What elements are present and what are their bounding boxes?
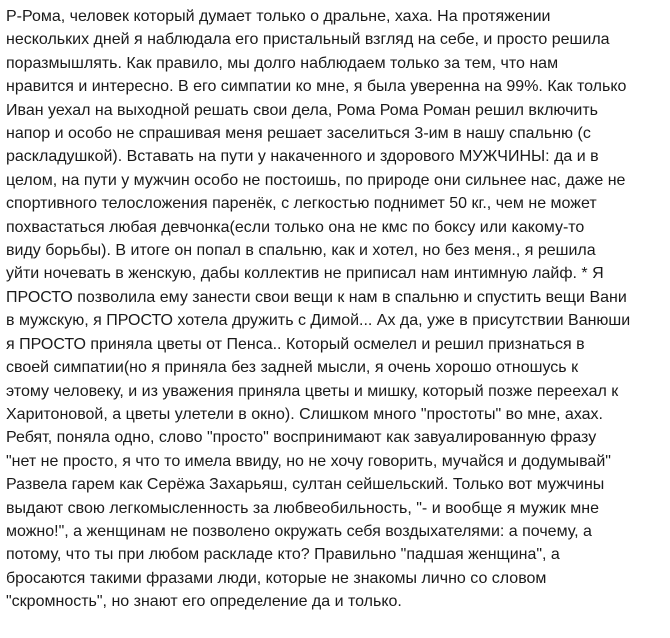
article-line: похвастаться любая девчонка(если только она не кмс по боксу или какому-то [6,218,585,236]
article-line: напор и особо не спрашивая меня решает заселиться 3-им в нашу спальню (с [6,125,591,143]
article-line: Харитоновой, а цветы улетели в окно). Слишком много "простоты" во мне, ахах. [6,405,603,423]
article-line: "скромность", но знают его определение да и только. [6,593,402,611]
article-line: выдают свою легкомысленность за любвеобильность, "- и вообще я мужик мне [6,499,599,517]
article-line: Р-Рома, человек который думает только о дральне, хаха. На протяжении [6,8,551,25]
article-line: этому человеку, и из уважения приняла цветы и мишку, который позже переехал к [6,382,619,400]
article-line: потому, что ты при любом раскладе кто? Правильно "падшая женщина", а [6,546,560,564]
article-line: я ПРОСТО приняла цветы от Пенса.. Который осмелел и решил признаться в [6,335,585,353]
article-line: в мужскую, я ПРОСТО хотела дружить с Димой... Ах да, уже в присутствии Ванюши [6,312,631,330]
article-line: нескольких дней я наблюдала его пристальный взгляд на себе, и просто решила [6,31,610,49]
article-line: целом, на пути у мужчин особо не постоишь, по природе они сильнее нас, даже не [6,171,626,189]
article-line: раскладушкой). Вставать на пути у накаченного и здорового МУЖЧИНЫ: да и в [6,148,599,166]
article-line: Развела гарем как Серёжа Захарьяш, султан сейшельский. Только вот мужчины [6,476,605,494]
article-body [6,5,664,614]
article-line: поразмышлять. Как правило, мы долго наблюдаем только за тем, что нам [6,54,559,72]
article-line: можно!", а женщинам не позволено окружать себя воздыхателями: а почему, а [6,522,592,540]
article-line: ПРОСТО позволила ему занести свои вещи к нам в спальню и спустить вещи Вани [6,288,627,306]
article-line: спортивного телосложения паренёк, с легкостью поднимет 50 кг., чем не может [6,195,597,213]
article-line: бросаются такими фразами люди, которые не знакомы лично со словом [6,569,547,587]
article-line: виду борьбы). В итоге он попал в спальню, как и хотел, но без меня., я решила [6,242,596,260]
article-line: своей симпатии(но я приняла без задней мысли, я очень хорошо отношусь к [6,359,579,377]
article-line: нравится и интересно. В его симпатии ко мне, я была уверенна на 99%. Как только [6,78,627,96]
article-line: уйти ночевать в женскую, дабы коллектив не приписал нам интимную лайф. * Я [6,265,604,283]
article-line: Ребят, поняла одно, слово "просто" воспринимают как завуалированную фразу [6,429,597,447]
article-line: "нет не просто, я что то имела ввиду, но не хочу говорить, мучайся и додумывай" [6,452,611,470]
article-line: Иван уехал на выходной решать свои дела, Рома Рома Роман решил включить [6,101,599,119]
